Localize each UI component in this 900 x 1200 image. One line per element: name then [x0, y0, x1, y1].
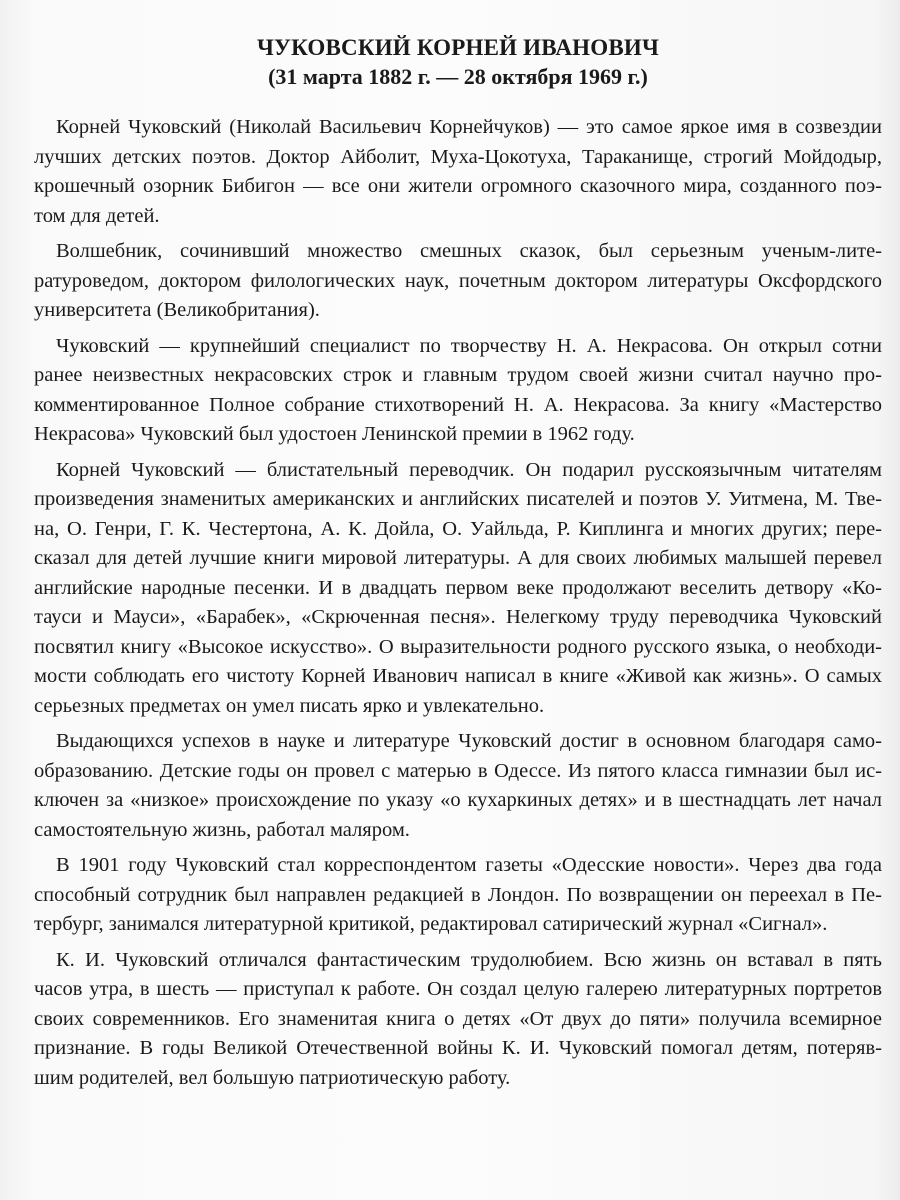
- text-line: часов утра, в шесть — приступал к работе. Он создал целую галерею литературных портретов: [34, 978, 882, 1000]
- body-text: [34, 113, 882, 1093]
- text-line: английские народные песенки. И в двадцать первом веке продолжают веселить детвору «Ко-: [34, 576, 882, 599]
- text-line: Чуковский — крупнейший специалист по творчеству Н. А. Некрасова. Он открыл сотни: [56, 334, 882, 357]
- document-content: [34, 32, 882, 1099]
- paragraph: [34, 237, 882, 326]
- text-line: Корней Чуковский (Николай Васильевич Корнейчуков) — это самое яркое имя в созвездии: [56, 116, 882, 138]
- page-title: ЧУКОВСКИЙ КОРНЕЙ ИВАНОВИЧ: [256, 35, 660, 60]
- text-line: университета (Великобритания).: [34, 299, 320, 321]
- text-line: мости соблюдать его чистоту Корней Иванович написал в книге «Живой как жизнь». О самых: [34, 665, 882, 687]
- text-line: комментированное Полное собрание стихотворений Н. А. Некрасова. За книгу «Мастерство: [34, 393, 882, 416]
- text-line: шим родителей, вел большую патриотическую работу.: [34, 1066, 511, 1089]
- text-line: В 1901 году Чуковский стал корреспондентом газеты «Одесские новости». Через два года: [56, 854, 882, 876]
- text-line: тербург, занимался литературной критикой, редактировал сатирический журнал «Сигнал».: [34, 913, 828, 935]
- text-line: тауси и Мауси», «Барабек», «Скрюченная песня». Нелегкому труду переводчика Чуковский: [34, 606, 882, 628]
- text-line: ратуроведом, доктором филологических наук, почетным доктором литературы Оксфордского: [34, 269, 882, 292]
- text-line: признание. В годы Великой Отечественной войны К. И. Чуковский помогал детям, потеряв-: [34, 1037, 882, 1059]
- text-line: К. И. Чуковский отличался фантастическим трудолюбием. Всю жизнь он вставал в пять: [56, 948, 882, 971]
- text-line: том для детей.: [34, 204, 160, 227]
- text-line: ключен за «низкое» происхождение по указу «о кухаркиных детях» и в шестнадцать лет начал: [34, 789, 882, 811]
- text-line: произведения знаменитых американских и английских писателей и поэтов У. Уитмена, М. Тве-: [34, 488, 882, 510]
- paragraph: [34, 456, 882, 722]
- text-line: серьезных предметах он умел писать ярко и увлекательно.: [34, 694, 545, 717]
- text-line: самостоятельную жизнь, работал маляром.: [34, 818, 410, 841]
- text-line: своих современников. Его знаменитая книга о детях «От двух до пяти» получила всемирное: [34, 1007, 882, 1030]
- text-line: ранее неизвестных некрасовских строк и главным трудом своей жизни считал научно про-: [34, 364, 882, 386]
- life-dates: (31 марта 1882 г. — 28 октября 1969 г.): [268, 64, 648, 89]
- text-line: Некрасова» Чуковский был удостоен Ленинской премии в 1962 году.: [34, 423, 635, 445]
- paragraph: [34, 946, 882, 1094]
- paragraph: [34, 113, 882, 231]
- paragraph: [34, 851, 882, 940]
- text-line: способный сотрудник был направлен редакцией в Лондон. По возвращении он переехал в Пе-: [34, 883, 882, 906]
- text-line: образованию. Детские годы он провел с матерью в Одессе. Из пятого класса гимназии был ис-: [34, 759, 882, 782]
- text-line: Выдающихся успехов в науке и литературе Чуковский достиг в основном благодаря само-: [56, 730, 882, 752]
- text-line: лучших детских поэтов. Доктор Айболит, Муха-Цокотуха, Тараканище, строгий Мойдодыр,: [34, 145, 882, 168]
- text-line: на, О. Генри, Г. К. Честертона, А. К. Дойла, О. Уайльда, Р. Киплинга и многих других; пере-: [34, 517, 882, 540]
- text-line: посвятил книгу «Высокое искусство». О выразительности родного русского языка, о необходи-: [34, 635, 882, 658]
- paragraph: [34, 727, 882, 845]
- text-line: Корней Чуковский — блистательный переводчик. Он подарил русскоязычным читателям: [56, 458, 882, 481]
- text-line: крошечный озорник Бибигон — все они жители огромного сказочного мира, созданного поэ-: [34, 175, 882, 197]
- text-line: Волшебник, сочинивший множество смешных сказок, был серьезным ученым-литe-: [56, 240, 882, 262]
- text-line: сказал для детей лучшие книги мировой литературы. А для своих любимых малышей перевел: [34, 547, 882, 569]
- paragraph: [34, 332, 882, 450]
